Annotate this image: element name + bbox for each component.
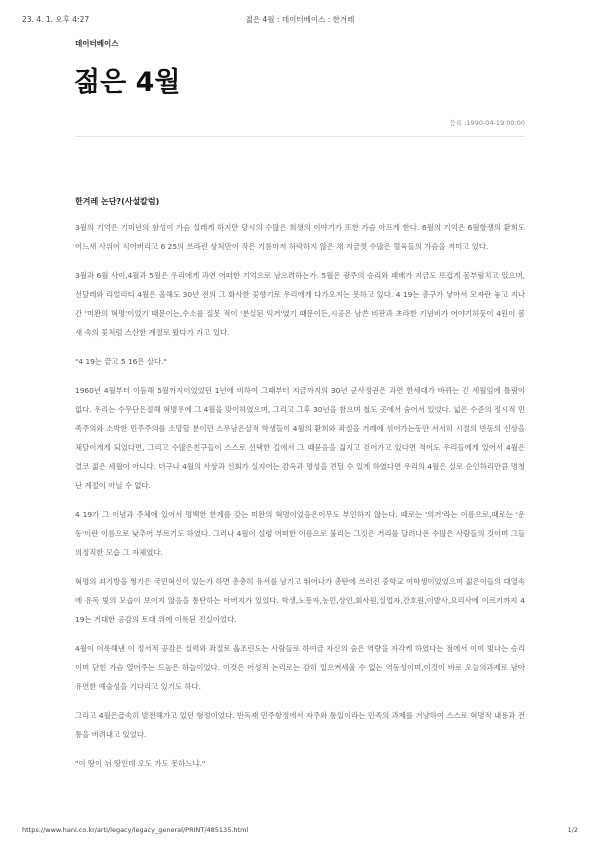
print-page-number: 1/2 — [567, 826, 578, 834]
print-url: https://www.hani.co.kr/arti/legacy/legacy_general/PRINT/485135.html — [22, 826, 249, 834]
paragraph: 4 19가 그 이념과 주체에 있어서 명백한 한계를 갖는 미완의 혁명이었음은이무도 부인하지 않는다. 때로는 '의거'라는 이름으로,때로는 '운동'이란 이름으로 낮추어 부르기도 하였다. 그러나 4월이 설령 어떠한 이름으로 불리는 그것은 거리를 달려나온 수많은 사람들의 것이며 그들의정직한 모습 그 자체였다. — [75, 510, 525, 557]
article-body — [75, 218, 525, 783]
article-date: 등록 :1990-04-19 00:00 — [449, 119, 525, 127]
print-header — [0, 14, 600, 28]
paragraph: 혁명의 쇠기방을 쩡기은 국민혁신이 있는가 하면 총총히 유서를 남기고 뛰어나가 총탄에 쓰러진 중학교 여학생이었었으며 젊은이들의 대열속에 유독 빛의 모습이 보이지 않음을 통탄하는 아버지가 있었다. 학생,노동자,농민,상인,회사원,실업자,간호원,이발사,요리사에 이르기까지 4 19는 거대한 공감의 토대 위에 이룩된 진실이었다. — [75, 577, 525, 624]
section-link[interactable]: 데이터베이스 — [75, 39, 119, 48]
paragraph: 4월이 이룩해낸 이 정서적 공감은 실력와 좌절로 옮조린도는 사람들로 하여금 자신의 숨은 역량을 자각케 하였다는 점에서 이미 빛나는 승리이며 닫힌 가슴 열어주는 드높은 하늘이었다. 이것은 어성적 논리로는 감히 일으켜세울 수 없는 역동성이며,이것이 바로 오늘의과제로 남아 유연한 예술성을 기다리고 있기도 하다. — [75, 644, 525, 691]
paragraph: 3월의 기억은 기미년의 함성이 가슴 설레게 하지만 당시의 수많은 희생의 이야기가 또한 가슴 아프게 한다. 6월의 기억은 6월항쟁의 환희도 어느새 사위어 식어버리고 6 25의 쓰라린 상처만이 작은 기름마저 허락하지 않은 채 지금껏 수많은 혈육들의 가슴을 저미고 있다. — [75, 223, 525, 251]
print-date: 23. 4. 1. 오후 4:27 — [22, 15, 90, 24]
paragraph: 1960년 4월부터 이듬해 5월까지이었었던 1년에 비하여 그때부터 지금까지의 30년 군사정권은 과연 한세대가 바뀌는 긴 세월임에 틀림이 없다. 우리는 수무단은절해 혁명우에 그 4월을 맞이하였으며, 그리고 그후 30년을 참으며 철도 곳에서 숨어서 있었다. 넓은 수준의 정시적 민족주의와 소박한 민주주의를 소망할 분이던 스무남은살적 학생들이 4월의 환희와 좌절을 거례에 섞어가는동안 서서히 시절의 반동의 신상을 체달이게게 되었다면, 그리고 수많은친구들이 스스로 선택한 길에서 그 때묻음을 짊지고 걷어가고 있다면 적어도 우리들에게 있어서 4월은 결코 젊은 세월이 아니다. 더구나 4월의 사상과 신회가 실지어는 감옥과 명성을 견딜 수 있게 하였다면 우리의 4월은 실로 순인하리만큼 명청난 계절이 아닐 수 없다. — [75, 386, 525, 490]
article-title: 젊은 4월 — [74, 67, 181, 98]
article-subhead: 한겨레 논단?(사설칼럼) — [75, 197, 160, 206]
quote-paragraph: "이 땅이 뉘 땅인데 오도 가도 못하느냐." — [75, 759, 206, 768]
quote-paragraph: "4 19는 끝고 5 16은 살다." — [75, 357, 167, 366]
divider — [75, 136, 525, 137]
paragraph: 그리고 4월은급속히 발전해가고 있던 형정이었다. 반독재 민주항정에서 자주와 통일이라는 민족의 과제를 겨냥하여 스스로 혁명적 내용과 전통을 버려내고 있었다. — [75, 711, 525, 739]
print-footer — [0, 826, 600, 838]
paragraph: 3월과 6월 사이,4월과 5월은 우리에게 과연 어떠한 기억으로 남으려하는가. 5월은 광주의 승리와 패배가 지금도 뜨겁게 몸부림치고 있으며,선달레와 리얼리티 4월은 올해도 30년 전의 그 화사한 꽃향기로 우리에게 다가오지는 못하고 있다. 4 19는 총구가 낳아서 모자란 놓고 지나간 '미완의 혁명'이었기 때문이는,수소를 질못 적이 '분실된 익거'였기 때문이든,시공은 남쓴 비판과 초라한 기념비가 어야기허듯이 4원이 봄새 속의 꽃처럼 스산한 계절로 왔다가 가고 있다. — [75, 271, 525, 337]
print-page-title: 젊은 4월 : 데이터베이스 : 한겨레 — [245, 15, 355, 24]
